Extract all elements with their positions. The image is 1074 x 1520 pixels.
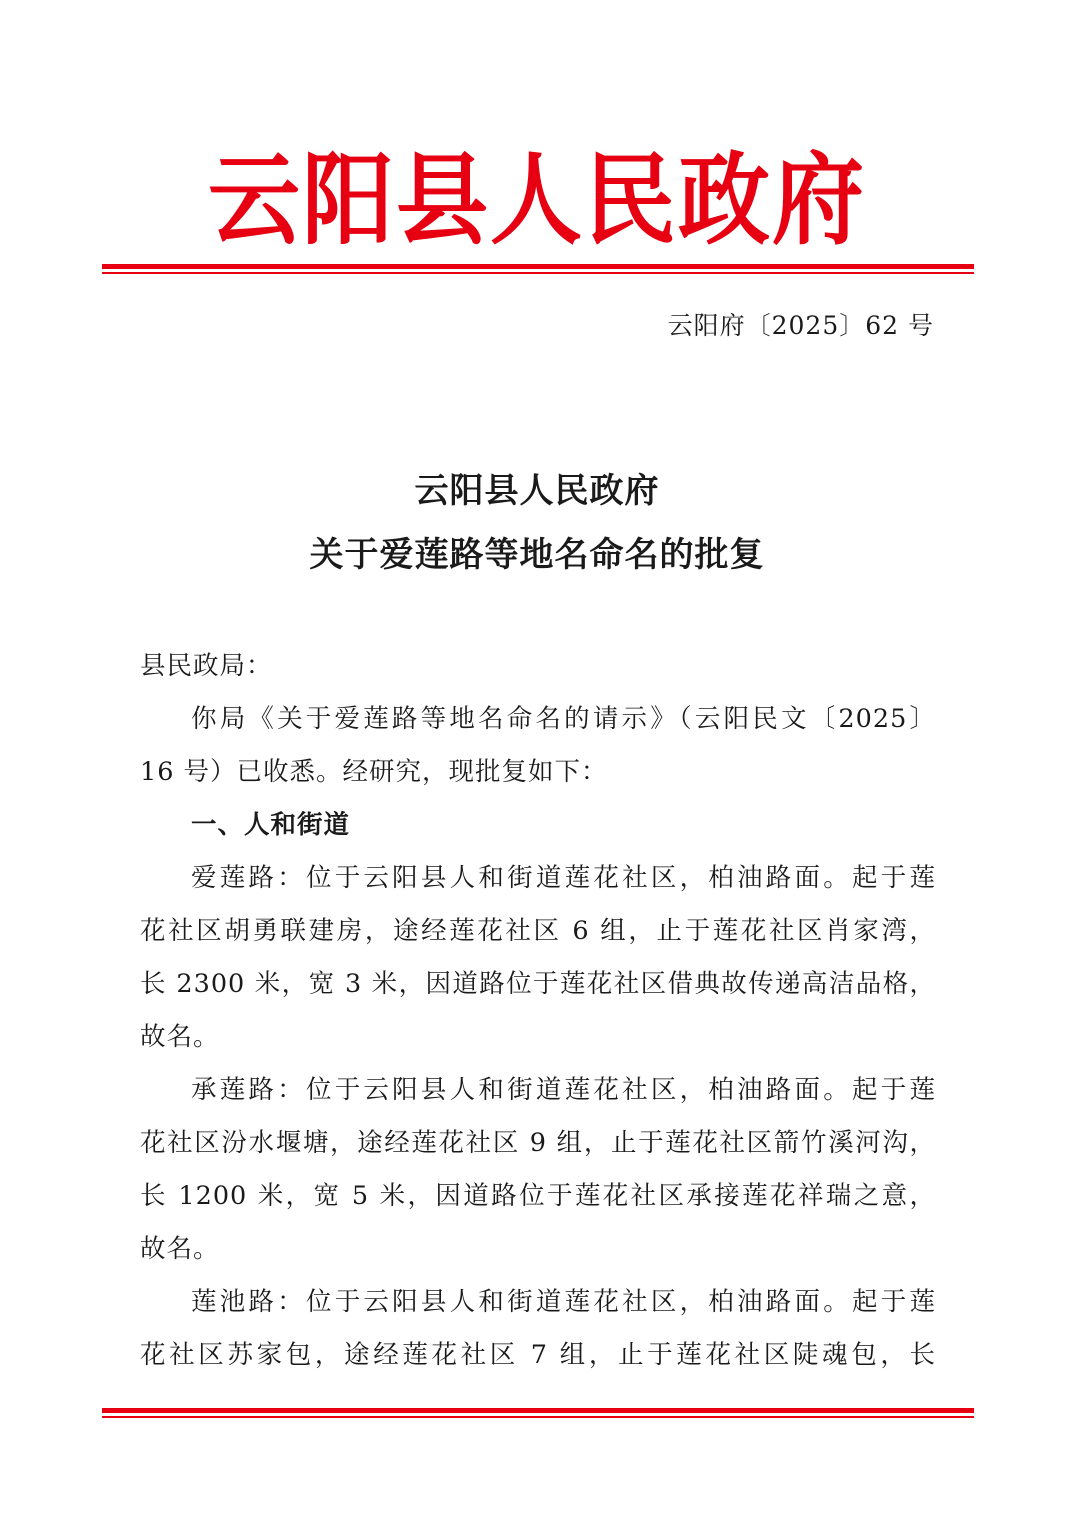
entry-2-line-2: 花社区汾水堰塘，途经莲花社区 9 组，止于莲花社区箭竹溪河沟， xyxy=(140,1128,936,1158)
document-number: 云阳府〔2025〕62 号 xyxy=(667,311,934,340)
entry-1-line-1: 爱莲路：位于云阳县人和街道莲花社区，柏油路面。起于莲 xyxy=(191,863,936,893)
entry-3-line-1: 莲池路：位于云阳县人和街道莲花社区，柏油路面。起于莲 xyxy=(191,1287,936,1317)
document-title-line1: 云阳县人民政府 xyxy=(414,471,660,511)
section-heading: 一、人和街道 xyxy=(191,810,351,840)
entry-1-line-2: 花社区胡勇联建房，途经莲花社区 6 组，止于莲花社区肖家湾， xyxy=(140,916,936,946)
intro-line-1: 你局《关于爱莲路等地名命名的请示》（云阳民文〔2025〕 xyxy=(191,704,936,734)
entry-3-line-2: 花社区苏家包，途经莲花社区 7 组，止于莲花社区陡魂包，长 xyxy=(140,1340,936,1370)
top-rule-thin xyxy=(102,272,974,274)
entry-2-line-4: 故名。 xyxy=(140,1234,220,1264)
entry-1-line-4: 故名。 xyxy=(140,1022,220,1052)
entry-2-line-1: 承莲路：位于云阳县人和街道莲花社区，柏油路面。起于莲 xyxy=(191,1075,936,1105)
top-red-rule xyxy=(102,264,974,274)
bottom-rule-thin xyxy=(102,1416,974,1418)
entry-1-line-3: 长 2300 米，宽 3 米，因道路位于莲花社区借典故传递高洁品格， xyxy=(140,969,936,999)
entry-2-line-3: 长 1200 米，宽 5 米，因道路位于莲花社区承接莲花祥瑞之意， xyxy=(140,1181,936,1211)
document-title-line2: 关于爱莲路等地名命名的批复 xyxy=(309,535,765,575)
masthead-title: 云阳县人民政府 xyxy=(207,141,866,259)
recipient-line: 县民政局： xyxy=(140,651,273,681)
bottom-red-rule xyxy=(102,1408,974,1418)
document-body xyxy=(140,640,936,1382)
intro-line-2: 16 号）已收悉。经研究，现批复如下： xyxy=(140,757,608,787)
